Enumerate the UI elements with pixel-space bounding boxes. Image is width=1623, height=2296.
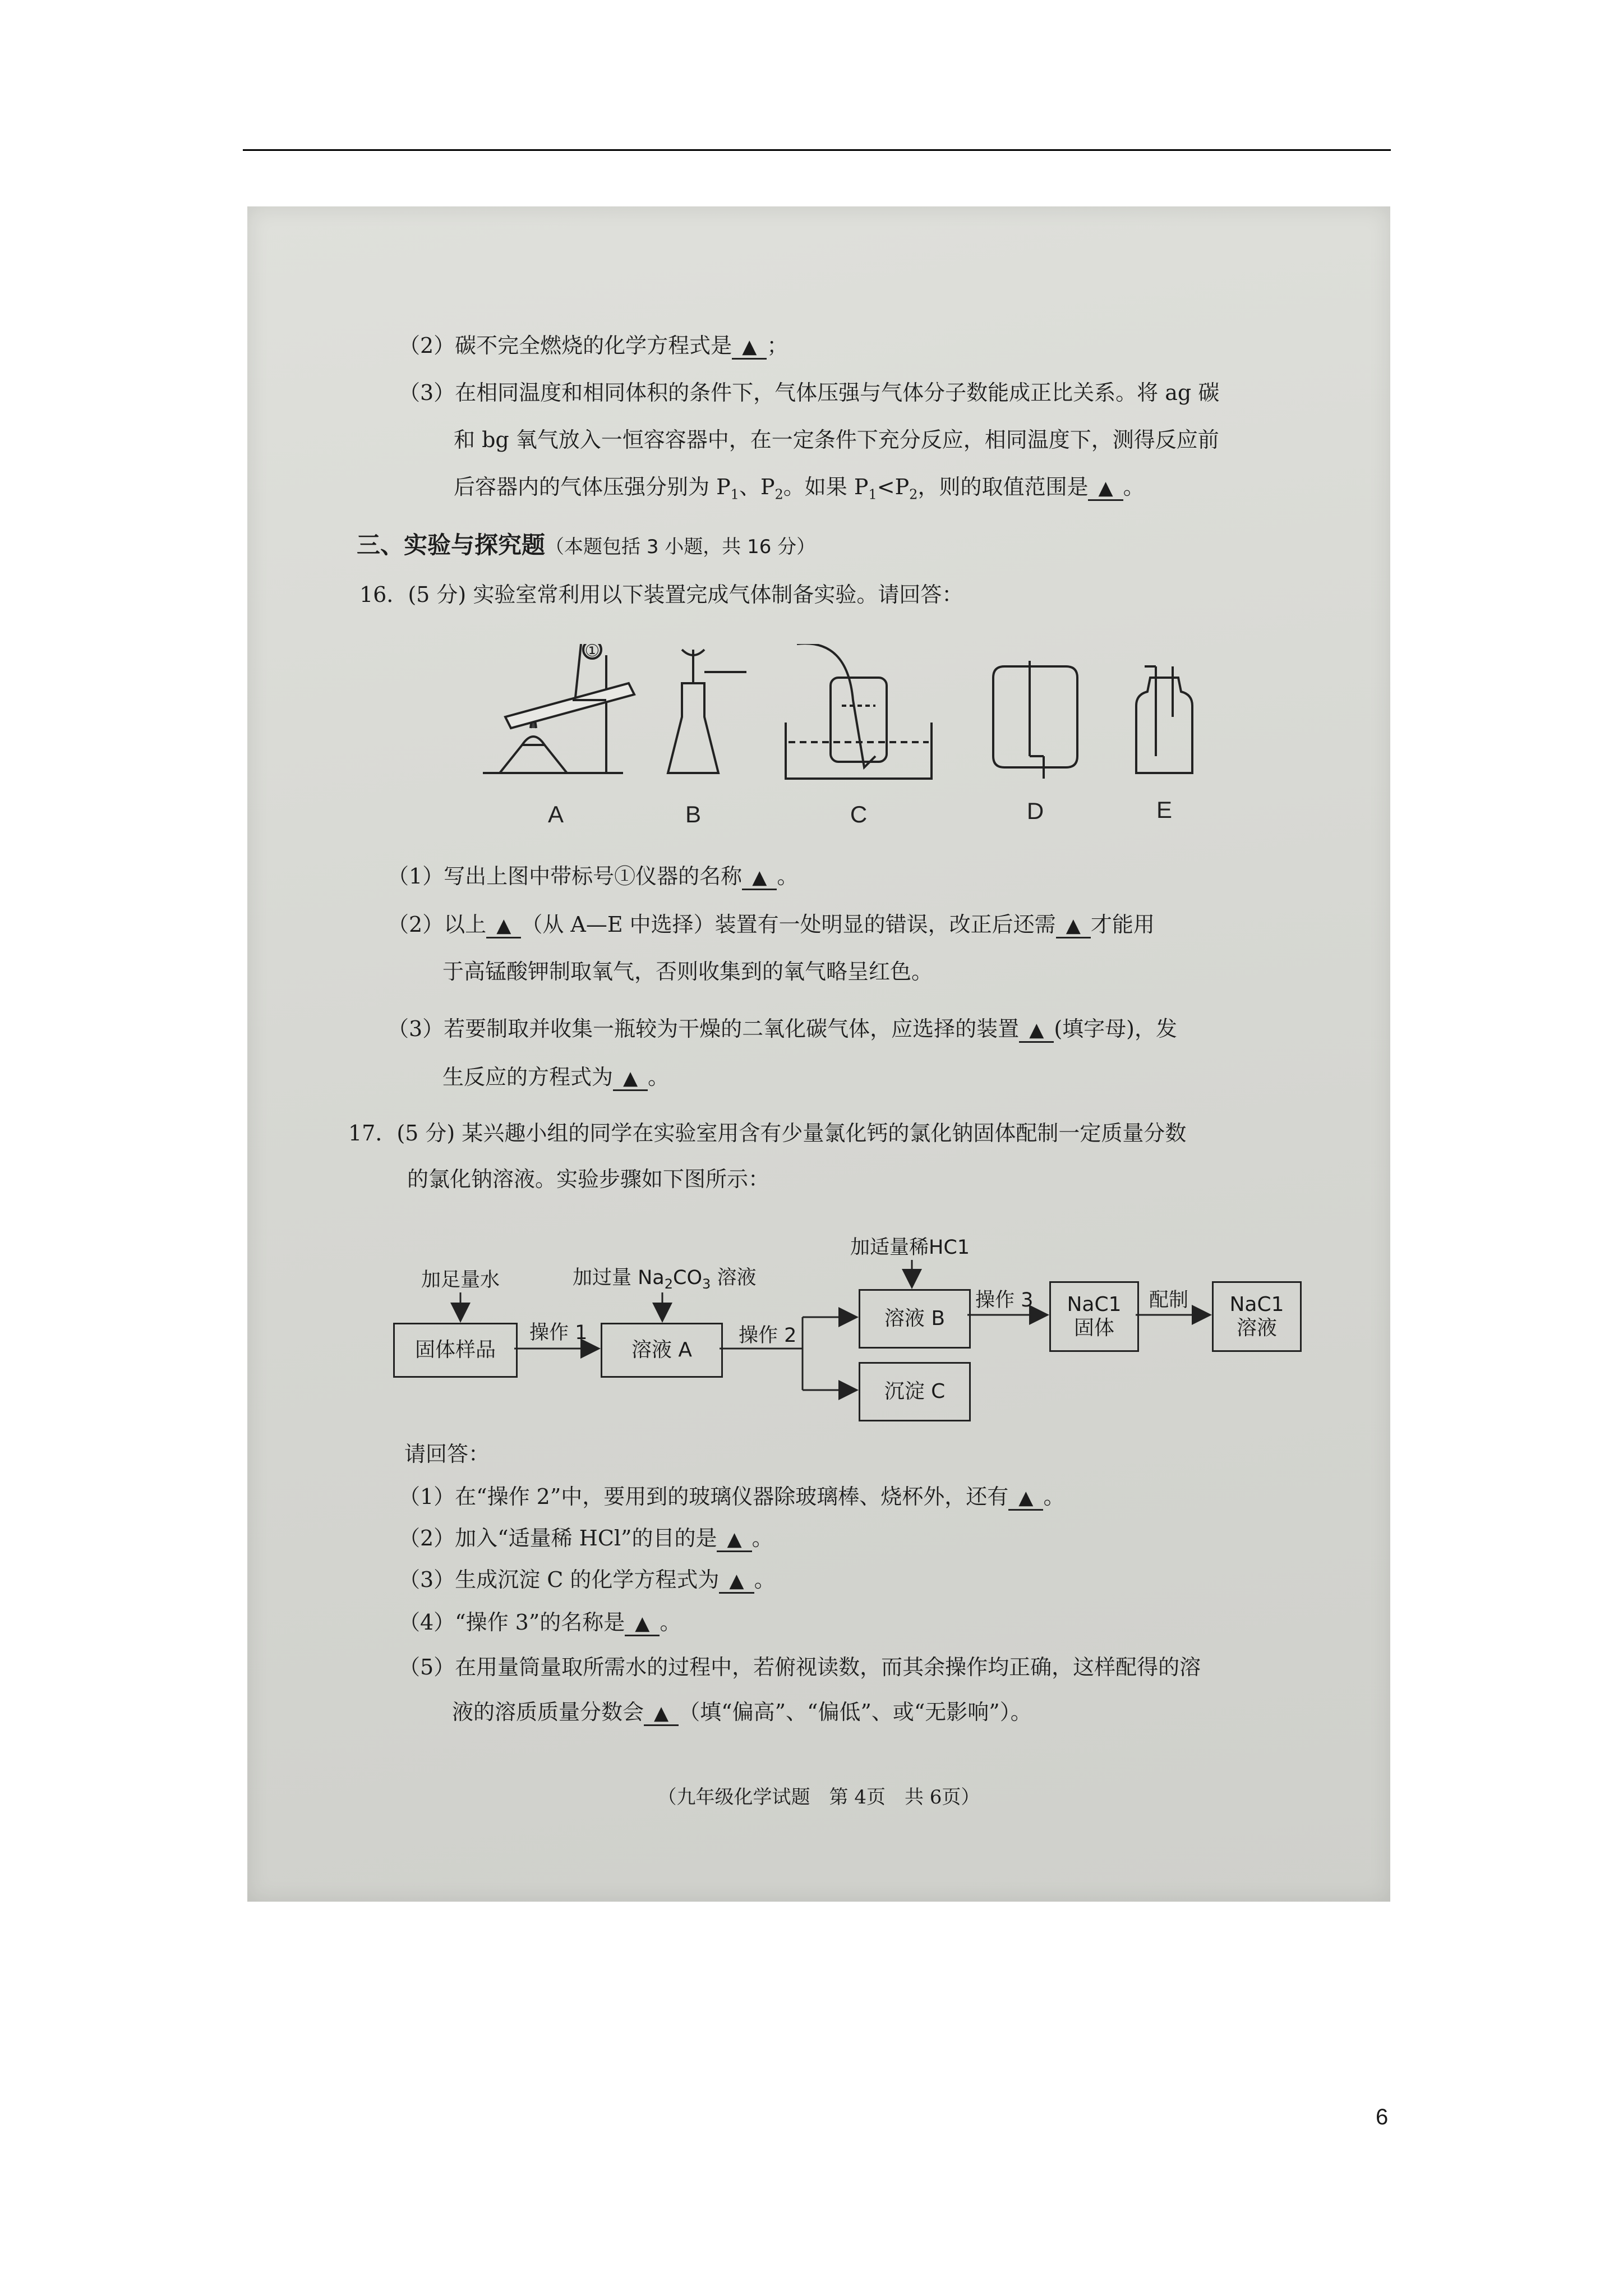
label-prepare: 配制 <box>1149 1289 1189 1312</box>
answer-blank[interactable]: ▲ <box>732 334 767 360</box>
label-e: E <box>1156 797 1173 823</box>
label-add-hcl: 加适量稀HC1 <box>850 1236 970 1259</box>
answer-blank[interactable]: ▲ <box>717 1527 751 1552</box>
q17-ask: 请回答： <box>404 1442 490 1466</box>
q17-stem-line2: 的氯化钠溶液。实验步骤如下图所示： <box>407 1167 770 1191</box>
box-nacl-solution: NaC1 溶液 <box>1212 1281 1302 1352</box>
label-add-na2co3: 加过量 $Na_2CO_3$ 溶液 <box>573 1267 757 1292</box>
q16-part1: （1）写出上图中带标号①仪器的名称 ▲ 。 <box>388 863 798 890</box>
q17-part2: （2）加入“适量稀 HCl”的目的是 ▲ 。 <box>399 1525 773 1552</box>
flow-arrows <box>247 206 1390 1497</box>
q16-part2-line2: 于高锰酸钾制取氧气，否则收集到的氧气略呈红色。 <box>442 959 933 984</box>
box-solid-sample: 固体样品 <box>393 1323 518 1378</box>
section-heading: 三、实验与探究题（本题包括 3 小题，共 16 分） <box>357 531 816 559</box>
q17-part5-line2: 液的溶质质量分数会 ▲ （填“偏高”、“偏低”、或“无影响”）。 <box>452 1699 1032 1726</box>
q15-part3-line3: 后容器内的气体压强分别为 $P_1$、$P_2$。如果 $P_1<P_2$，则的取值范围是 ▲ 。 <box>454 475 1145 503</box>
marker-1: ① <box>584 644 600 661</box>
label-d: D <box>1026 798 1044 824</box>
q17-part4: （4）“操作 3”的名称是 ▲ 。 <box>399 1609 681 1636</box>
label-c: C <box>850 801 868 827</box>
page-number: 6 <box>1376 2105 1389 2129</box>
answer-blank[interactable]: ▲ <box>486 913 521 938</box>
scanned-exam-page <box>247 206 1390 1902</box>
answer-blank[interactable]: ▲ <box>742 865 777 890</box>
q17-part5-line1: （5）在用量筒量取所需水的过程中，若俯视读数，而其余操作均正确，这样配得的溶 <box>399 1655 1201 1680</box>
header-rule <box>243 149 1391 151</box>
q17-part3: （3）生成沉淀 C 的化学方程式为 ▲ 。 <box>399 1566 776 1594</box>
answer-blank[interactable]: ▲ <box>1019 1018 1054 1043</box>
label-op2: 操作 2 <box>739 1324 797 1347</box>
answer-blank[interactable]: ▲ <box>719 1568 754 1594</box>
answer-blank[interactable]: ▲ <box>613 1066 648 1091</box>
q15-part3-line2: 和 bg 氧气放入一恒容容器中，在一定条件下充分反应，相同温度下，测得反应前 <box>454 427 1219 452</box>
q16-stem: 16．(5 分) 实验室常利用以下装置完成气体制备实验。请回答： <box>359 582 963 607</box>
answer-blank[interactable]: ▲ <box>644 1701 679 1726</box>
answer-blank[interactable]: ▲ <box>1008 1485 1043 1511</box>
box-nacl-solid: NaC1 固体 <box>1049 1281 1139 1352</box>
box-precipitate-c: 沉淀 C <box>859 1362 971 1421</box>
answer-blank[interactable]: ▲ <box>625 1611 660 1636</box>
q16-part3: （3）若要制取并收集一瓶较为干燥的二氧化碳气体，应选择的装置 ▲ (填字母)，发 <box>388 1015 1177 1043</box>
q15-part3-line1: （3）在相同温度和相同体积的条件下，气体压强与气体分子数能成正比关系。将 ag 碳 <box>399 380 1220 405</box>
q16-part3-line2: 生反应的方程式为 ▲ 。 <box>442 1064 669 1091</box>
label-b: B <box>685 801 702 827</box>
label-add-water: 加足量水 <box>421 1269 500 1291</box>
q17-stem-line1: 17．(5 分) 某兴趣小组的同学在实验室用含有少量氯化钙的氯化钠固体配制一定质量分数 <box>348 1121 1187 1145</box>
answer-blank[interactable]: ▲ <box>1088 476 1123 501</box>
label-op3: 操作 3 <box>975 1289 1034 1312</box>
q15-part2: （2）碳不完全燃烧的化学方程式是 ▲ ； <box>399 332 788 360</box>
q17-part1: （1）在“操作 2”中，要用到的玻璃仪器除玻璃棒、烧杯外，还有 ▲ 。 <box>399 1483 1064 1511</box>
box-solution-a: 溶液 A <box>601 1323 723 1378</box>
answer-blank[interactable]: ▲ <box>1056 913 1091 938</box>
box-solution-b: 溶液 B <box>859 1289 971 1349</box>
q16-part2: （2）以上 ▲ （从 A—E 中选择）装置有一处明显的错误，改正后还需 ▲ 才能用 <box>388 911 1155 938</box>
label-op1: 操作 1 <box>529 1322 588 1344</box>
page-footer: （九年级化学试题 第 4页 共 6页） <box>657 1786 980 1809</box>
label-a: A <box>547 801 564 827</box>
